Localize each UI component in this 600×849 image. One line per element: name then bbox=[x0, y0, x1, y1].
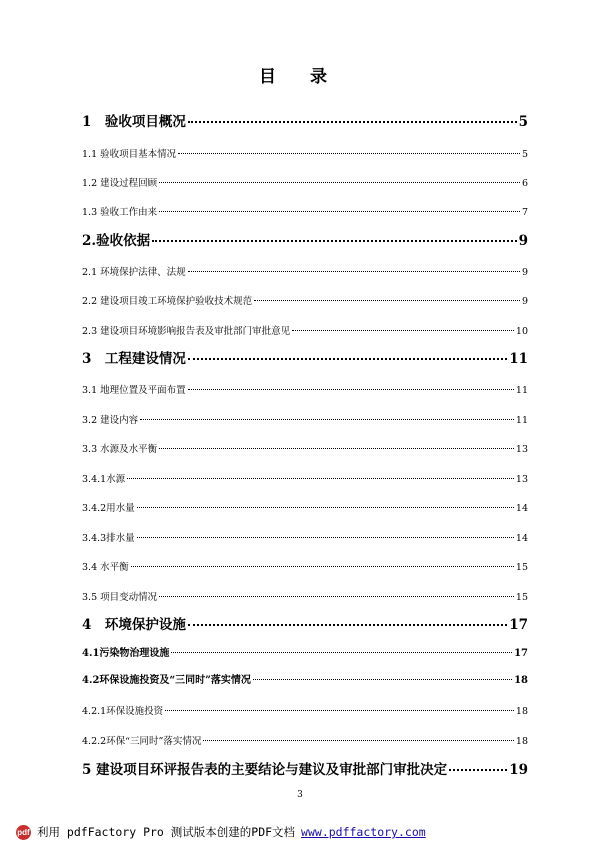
toc-leader bbox=[159, 181, 520, 183]
toc-entry-page: 13 bbox=[515, 444, 528, 455]
toc-leader bbox=[188, 388, 514, 390]
toc-entry[interactable] bbox=[82, 347, 528, 367]
pdf-footer bbox=[16, 823, 426, 841]
toc-entry[interactable] bbox=[82, 264, 528, 278]
toc-leader bbox=[188, 120, 517, 123]
toc-entry-page: 15 bbox=[515, 592, 528, 603]
toc-entry-label: 3.4.3排水量 bbox=[82, 533, 135, 544]
toc-entry-page: 14 bbox=[515, 503, 528, 514]
toc-entry[interactable] bbox=[82, 559, 528, 573]
toc-entry-page: 15 bbox=[515, 562, 528, 573]
toc-entry[interactable] bbox=[82, 146, 528, 160]
toc-leader bbox=[127, 477, 514, 479]
toc-entry[interactable] bbox=[82, 500, 528, 514]
toc-entry-label: 3.5 项目变动情况 bbox=[82, 592, 158, 603]
toc-entry-page: 11 bbox=[515, 415, 528, 426]
toc-leader bbox=[254, 299, 520, 301]
toc-entry-label: 2.验收依据 bbox=[82, 233, 151, 249]
toc-leader bbox=[178, 152, 520, 154]
toc-entry-page: 5 bbox=[518, 114, 528, 130]
toc-entry[interactable] bbox=[82, 703, 528, 717]
toc-entry-page: 7 bbox=[521, 207, 528, 218]
toc-entry[interactable] bbox=[82, 733, 528, 747]
footer-text: 利用 pdfFactory Pro 测试版本创建的PDF文档 bbox=[37, 825, 296, 839]
toc-entry[interactable] bbox=[82, 441, 528, 455]
toc-entry-page: 9 bbox=[521, 267, 528, 278]
toc-entry[interactable] bbox=[82, 323, 528, 337]
toc-entry[interactable] bbox=[82, 589, 528, 603]
toc-entry-page: 17 bbox=[514, 648, 528, 659]
toc-entry-label: 4.2.2环保“三同时”落实情况 bbox=[82, 736, 202, 747]
toc-entry[interactable] bbox=[82, 175, 528, 189]
toc-entry-label: 3.2 建设内容 bbox=[82, 415, 139, 426]
footer-link[interactable]: www.pdffactory.com bbox=[301, 825, 426, 839]
toc-leader bbox=[159, 595, 514, 597]
toc-entry-page: 18 bbox=[515, 736, 528, 747]
toc-entry-label: 1.1 验收项目基本情况 bbox=[82, 149, 177, 160]
toc-entry-label: 1 验收项目概况 bbox=[82, 114, 186, 130]
toc-leader bbox=[188, 623, 507, 626]
toc-entry-page: 14 bbox=[515, 533, 528, 544]
toc-entry-label: 2.3 建设项目环境影响报告表及审批部门审批意见 bbox=[82, 326, 291, 337]
toc-entry[interactable] bbox=[82, 613, 528, 633]
page-title: 目 录 bbox=[259, 67, 341, 87]
toc-leader bbox=[137, 506, 514, 508]
toc-entry-label: 4.1污染物治理设施 bbox=[82, 648, 170, 659]
toc-entry-page: 6 bbox=[521, 178, 528, 189]
toc-leader bbox=[449, 768, 507, 771]
toc-entry-label: 4.2环保设施投资及“三同时”落实情况 bbox=[82, 675, 251, 686]
toc-entry[interactable] bbox=[82, 229, 528, 249]
toc-entry-label: 1.2 建设过程回顾 bbox=[82, 178, 158, 189]
page-number: 3 bbox=[297, 790, 303, 800]
toc-entry-page: 18 bbox=[515, 706, 528, 717]
toc-entry-label: 4 环境保护设施 bbox=[82, 617, 186, 633]
toc-entry-page: 5 bbox=[521, 149, 528, 160]
toc-leader bbox=[165, 709, 514, 711]
toc-entry[interactable] bbox=[82, 644, 528, 659]
toc-entry-label: 5 建设项目环评报告表的主要结论与建议及审批部门审批决定 bbox=[82, 762, 448, 778]
toc-entry[interactable] bbox=[82, 382, 528, 396]
toc-entry[interactable] bbox=[82, 204, 528, 218]
toc-leader bbox=[171, 651, 512, 653]
toc-entry-label: 3.1 地理位置及平面布置 bbox=[82, 385, 186, 396]
toc-entry-page: 13 bbox=[515, 474, 528, 485]
toc-entry-label: 4.2.1环保设施投资 bbox=[82, 706, 164, 717]
toc-entry-label: 3 工程建设情况 bbox=[82, 351, 186, 367]
toc-leader bbox=[203, 739, 514, 741]
toc-leader bbox=[152, 239, 517, 242]
toc-entry[interactable] bbox=[82, 671, 528, 686]
toc-leader bbox=[159, 210, 520, 212]
toc-entry-label: 2.1 环境保护法律、法规 bbox=[82, 267, 186, 278]
toc-entry-page: 18 bbox=[514, 675, 528, 686]
toc-entry-label: 2.2 建设项目竣工环境保护验收技术规范 bbox=[82, 296, 253, 307]
toc-entry-label: 3.4 水平衡 bbox=[82, 562, 129, 573]
toc-entry[interactable] bbox=[82, 412, 528, 426]
toc-leader bbox=[137, 536, 514, 538]
toc-entry[interactable] bbox=[82, 758, 528, 778]
toc-leader bbox=[188, 357, 507, 360]
toc-leader bbox=[159, 447, 514, 449]
toc-entry-page: 9 bbox=[518, 233, 528, 249]
toc-entry-page: 19 bbox=[509, 762, 528, 778]
toc-leader bbox=[188, 270, 520, 272]
toc-entry-page: 10 bbox=[515, 326, 528, 337]
toc-entry-page: 9 bbox=[521, 296, 528, 307]
toc-entry-label: 1.3 验收工作由来 bbox=[82, 207, 158, 218]
toc-entry-label: 3.4.2用水量 bbox=[82, 503, 135, 514]
toc-entry[interactable] bbox=[82, 471, 528, 485]
toc-entry-label: 3.3 水源及水平衡 bbox=[82, 444, 158, 455]
toc-entry[interactable] bbox=[82, 110, 528, 130]
toc-entry-page: 11 bbox=[509, 351, 528, 367]
toc-entry-page: 17 bbox=[509, 617, 528, 633]
pdffactory-logo-icon: pdf bbox=[16, 825, 31, 840]
toc-leader bbox=[253, 678, 512, 680]
toc-leader bbox=[140, 418, 514, 420]
toc-leader bbox=[292, 329, 514, 331]
toc-leader bbox=[131, 565, 514, 567]
toc-entry[interactable] bbox=[82, 530, 528, 544]
toc-entry[interactable] bbox=[82, 293, 528, 307]
toc-entry-label: 3.4.1水源 bbox=[82, 474, 126, 485]
toc-entry-page: 11 bbox=[515, 385, 528, 396]
